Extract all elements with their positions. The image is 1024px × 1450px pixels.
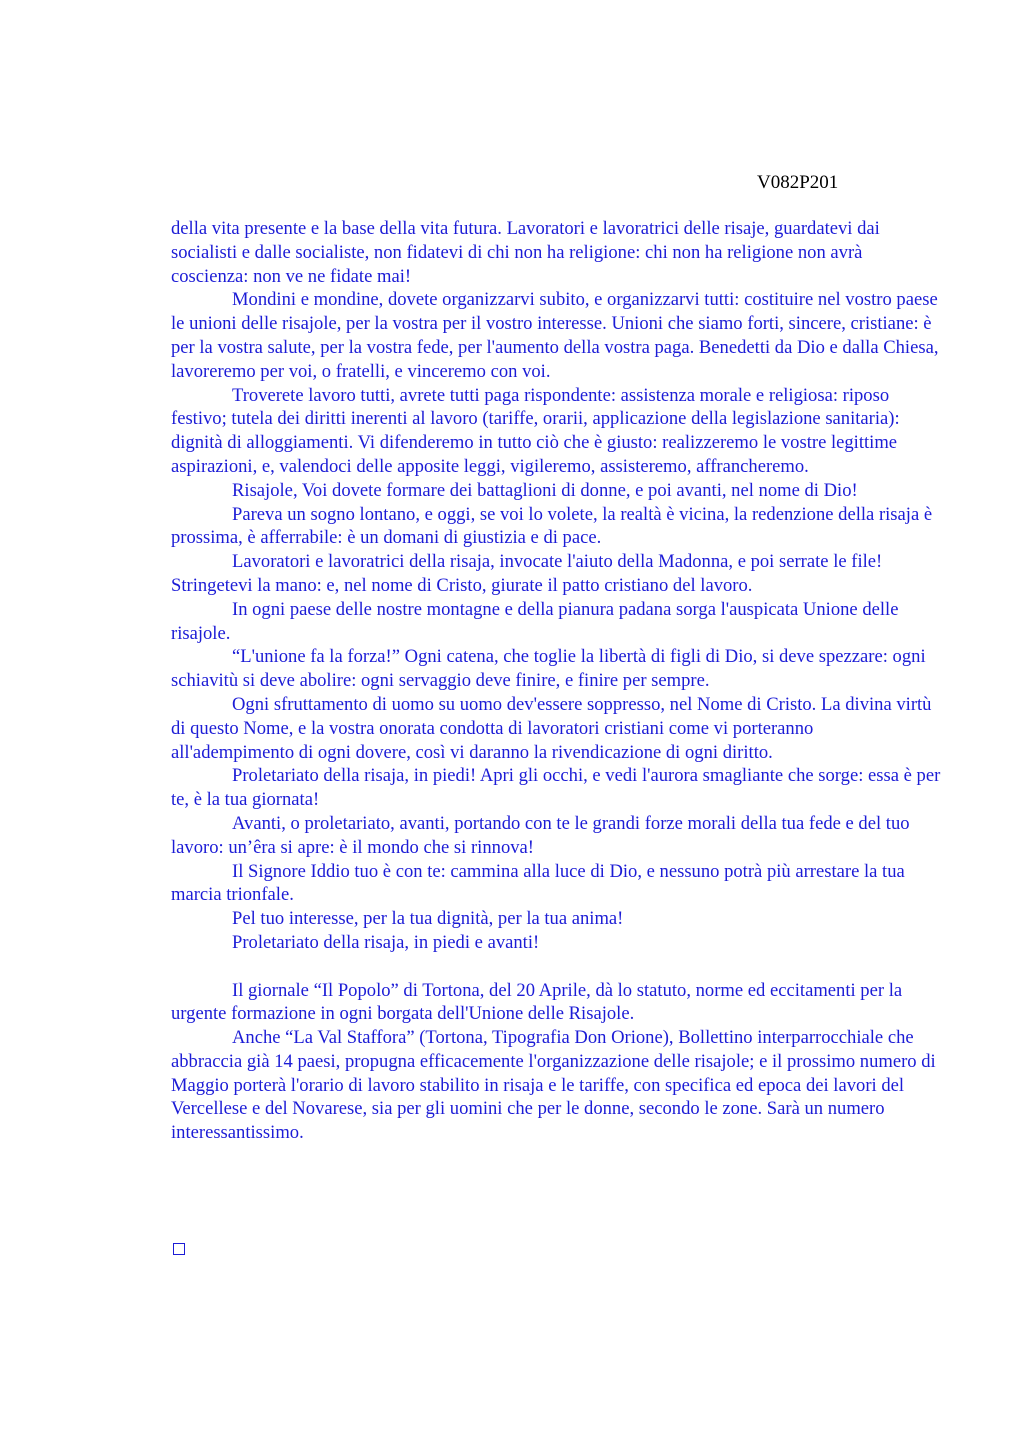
paragraph: Mondini e mondine, dovete organizzarvi subito, e organizzarvi tutti: costituire nel vostro paese le unioni delle risajole, per la vostra per il vostro interesse. Unioni che siamo forti, sincere, cristiane: è per la vostra salute, per la vostra fede, per l'aumento della vostra paga. Benedetti da Dio e dalla Chiesa, lavoreremo per voi, o fratelli, e vinceremo con voi. xyxy=(171,289,939,382)
paragraph: Troverete lavoro tutti, avrete tutti paga rispondente: assistenza morale e religiosa: riposo festivo; tutela dei diritti inerenti al lavoro (tariffe, orarii, applicazione della legislazione sanitaria): dignità di alloggiamenti. Vi difenderemo in tutto ciò che è giusto: realizzeremo le vostre legittime aspirazioni, e, valendoci delle apposite leggi, vigileremo, assisteremo, affrancheremo. xyxy=(171,384,900,477)
page-identifier: V082P201 xyxy=(757,172,839,193)
paragraph: Proletariato della risaja, in piedi! Apri gli occhi, e vedi l'aurora smagliante che sorge: essa è per te, è la tua giornata! xyxy=(171,765,941,811)
paragraph: Pel tuo interesse, per la tua dignità, per la tua anima! xyxy=(232,908,624,930)
note-paragraph: Il giornale “Il Popolo” di Tortona, del 20 Aprile, dà lo statuto, norme ed eccitamenti per la urgente formazione in ogni borgata dell'Unione delle Risajole. xyxy=(171,979,903,1025)
document-body xyxy=(171,217,941,1145)
note-paragraph: Anche “La Val Staffora” (Tortona, Tipografia Don Orione), Bollettino interparrocchiale che abbraccia già 14 paesi, propugna efficacemente l'organizzazione delle risajole; e il prossimo numero di Maggio porterà l'orario di lavoro stabilito in risaja e le tariffe, con specifica ed epoca dei lavori del Vercellese e del Novarese, sia per gli uomini che per le donne, secondo le zone. Sarà un numero interessantissimo. xyxy=(171,1027,936,1144)
paragraph: “L'unione fa la forza!” Ogni catena, che toglie la libertà di figli di Dio, si deve spezzare: ogni schiavitù si deve abolire: ogni servaggio deve finire, e finire per sempre. xyxy=(171,646,926,692)
paragraph: Il Signore Iddio tuo è con te: cammina alla luce di Dio, e nessuno potrà più arrestare la tua marcia trionfale. xyxy=(171,860,905,906)
square-outline-icon xyxy=(173,1243,185,1255)
paragraph: Proletariato della risaja, in piedi e avanti! xyxy=(232,931,540,953)
paragraph: Avanti, o proletariato, avanti, portando con te le grandi forze morali della tua fede e del tuo lavoro: un’êra si apre: è il mondo che si rinnova! xyxy=(171,812,910,858)
paragraph-continuation: della vita presente e la base della vita futura. Lavoratori e lavoratrici delle risaje, guardatevi dai socialisti e dalle socialiste, non fidatevi di chi non ha religione: chi non ha religione non avrà coscienza: non ve ne fidate mai! xyxy=(171,218,880,287)
section-spacer xyxy=(171,955,941,979)
paragraph: In ogni paese delle nostre montagne e della pianura padana sorga l'auspicata Unione delle risajole. xyxy=(171,598,899,644)
paragraph: Lavoratori e lavoratrici della risaja, invocate l'aiuto della Madonna, e poi serrate le file! Stringetevi la mano: e, nel nome di Cristo, giurate il patto cristiano del lavoro. xyxy=(171,551,883,596)
paragraph: Pareva un sogno lontano, e oggi, se voi lo volete, la realtà è vicina, la redenzione della risaja è prossima, è afferrabile: è un domani di giustizia e di pace. xyxy=(171,503,933,549)
paragraph: Risajole, Voi dovete formare dei battaglioni di donne, e poi avanti, nel nome di Dio! xyxy=(232,479,858,501)
paragraph: Ogni sfruttamento di uomo su uomo dev'essere soppresso, nel Nome di Cristo. La divina virtù di questo Nome, e la vostra onorata condotta di lavoratori cristiani come vi porteranno all'adempimento di ogni dovere, così vi daranno la rivendicazione di ogni diritto. xyxy=(171,693,932,763)
